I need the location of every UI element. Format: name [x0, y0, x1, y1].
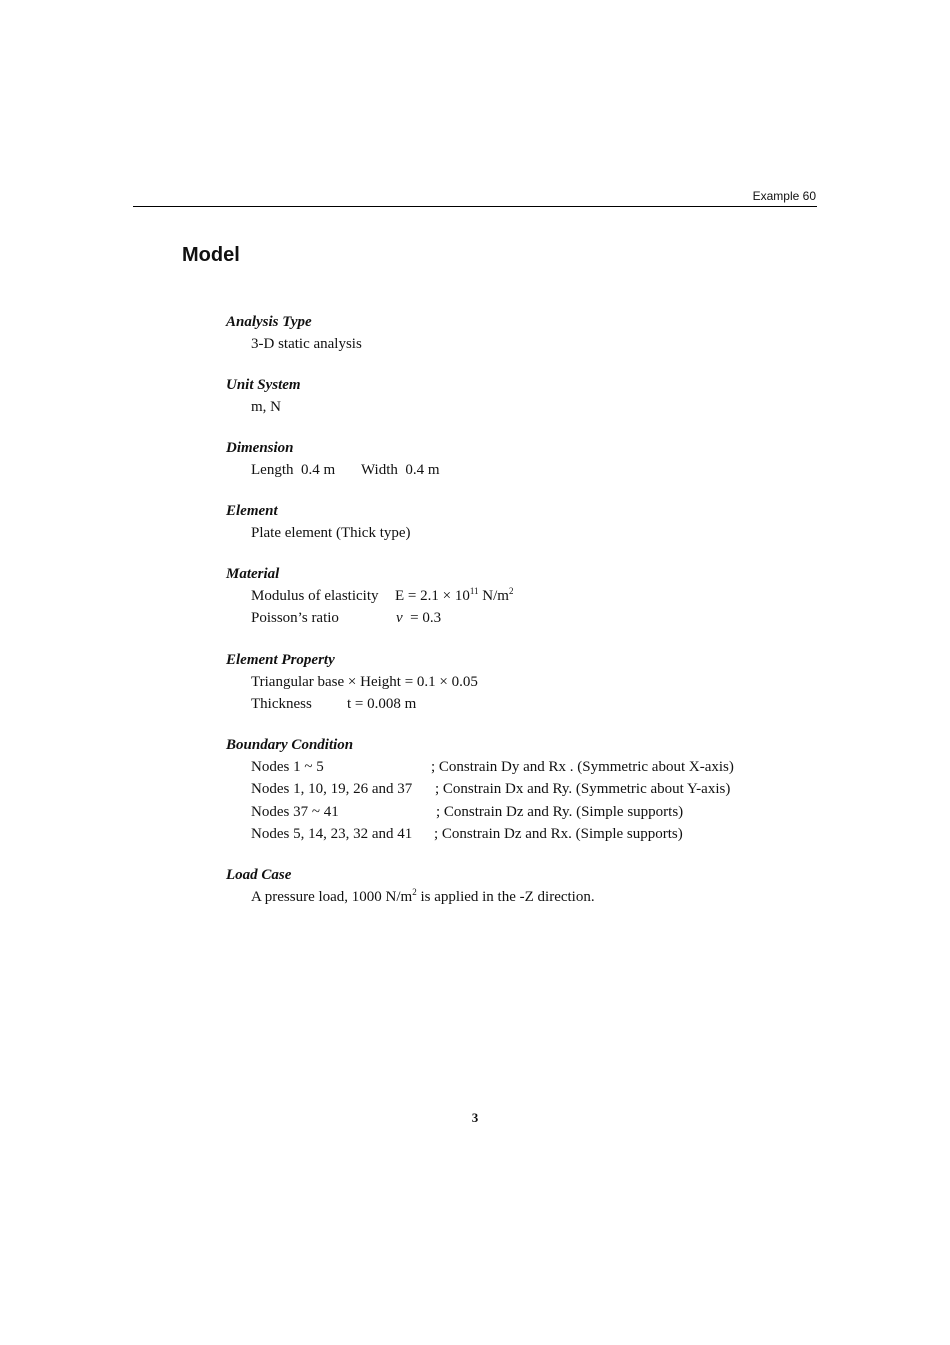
material-heading: Material — [226, 566, 280, 582]
bc-row-constraint: ; Constrain Dz and Rx. (Simple supports) — [434, 826, 683, 842]
nu-symbol: ν — [396, 610, 403, 626]
bc-row-nodes: Nodes 37 ~ 41 — [251, 804, 339, 820]
modulus-unit-exponent: 2 — [508, 586, 514, 596]
poisson-value — [396, 610, 441, 627]
page-number: 3 — [471, 1110, 479, 1125]
poisson-eq: = 0.3 — [410, 610, 442, 626]
dimension-length — [251, 462, 335, 479]
modulus-exponent: 11 — [469, 586, 479, 596]
analysis-type-text: 3-D static analysis — [251, 336, 362, 352]
bc-row-constraint: ; Constrain Dy and Rx . (Symmetric about X-axis) — [431, 759, 734, 775]
page-title: Model — [182, 244, 240, 266]
load-case-text — [251, 889, 595, 906]
unit-system-text: m, N — [251, 399, 281, 415]
thickness-value: t = 0.008 m — [347, 696, 417, 712]
triangular-base-height: Triangular base × Height = 0.1 × 0.05 — [251, 674, 478, 690]
boundary-condition-heading: Boundary Condition — [226, 737, 354, 753]
thickness-label: Thickness — [251, 696, 312, 712]
width-value: 0.4 m — [405, 462, 440, 478]
element-text: Plate element (Thick type) — [251, 525, 411, 541]
analysis-type-heading: Analysis Type — [226, 314, 312, 330]
element-property-heading: Element Property — [226, 652, 335, 668]
load-text-after: is applied in the -Z direction. — [416, 889, 595, 905]
bc-row-constraint: ; Constrain Dz and Ry. (Simple supports) — [436, 804, 684, 820]
modulus-eq: E = 2.1 × 10 — [395, 588, 470, 604]
load-case-heading: Load Case — [226, 867, 292, 883]
length-label: Length — [251, 462, 294, 478]
modulus-unit: N/m — [482, 588, 509, 604]
bc-row-constraint: ; Constrain Dx and Ry. (Symmetric about Y-axis) — [435, 781, 731, 797]
header-rule — [133, 206, 817, 207]
bc-row-nodes: Nodes 1, 10, 19, 26 and 37 — [251, 781, 413, 797]
bc-row-nodes: Nodes 1 ~ 5 — [251, 759, 324, 775]
modulus-value — [395, 588, 513, 605]
dimension-width — [361, 462, 440, 479]
length-value: 0.4 m — [301, 462, 336, 478]
load-text-before: A pressure load, 1000 N/m — [251, 889, 413, 905]
unit-system-heading: Unit System — [226, 377, 301, 393]
bc-row-nodes: Nodes 5, 14, 23, 32 and 41 — [251, 826, 413, 842]
element-heading: Element — [226, 503, 278, 519]
modulus-label: Modulus of elasticity — [251, 588, 379, 604]
poisson-label: Poisson’s ratio — [251, 610, 339, 626]
running-header: Example 60 — [752, 189, 816, 203]
dimension-heading: Dimension — [226, 440, 294, 456]
load-text-exponent: 2 — [412, 887, 417, 897]
width-label: Width — [361, 462, 398, 478]
